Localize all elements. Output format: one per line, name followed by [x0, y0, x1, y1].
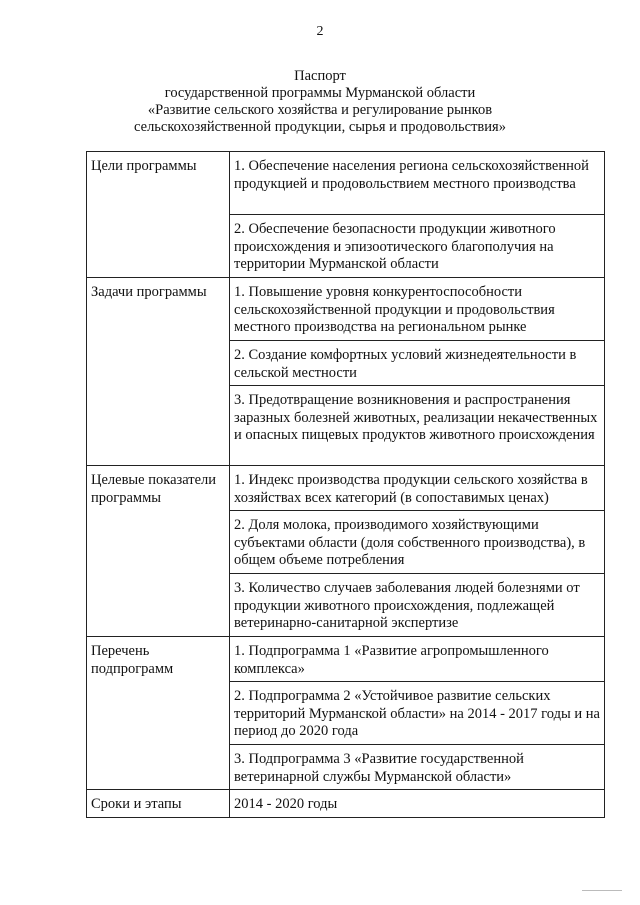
document-title	[0, 68, 640, 136]
table-row	[87, 152, 605, 215]
goal-item-2: 2. Обеспечение безопасности продукции животного происхождения и эпизоотического благополучия на территории Мурманской области	[230, 215, 605, 278]
title-line-3: «Развитие сельского хозяйства и регулирование рынков	[147, 102, 493, 118]
indicator-item-1: 1. Индекс производства продукции сельского хозяйства в хозяйствах всех категорий (в сопоставимых ценах)	[230, 466, 605, 511]
row-label-indicators: Целевые показатели программы	[87, 466, 230, 637]
scan-edge-mark	[582, 890, 622, 891]
indicator-item-2: 2. Доля молока, производимого хозяйствующими субъектами области (доля собственного производства), в общем объеме потребления	[230, 511, 605, 574]
table-row	[87, 790, 605, 818]
title-line-1: Паспорт	[294, 68, 346, 84]
title-line-4: сельскохозяйственной продукции, сырья и продовольствия»	[134, 119, 506, 135]
row-label-subprograms: Перечень подпрограмм	[87, 637, 230, 790]
subprogram-item-2: 2. Подпрограмма 2 «Устойчивое развитие сельских территорий Мурманской области» на 2014 - 2017 годы и на период до 2020 года	[230, 682, 605, 745]
task-item-1: 1. Повышение уровня конкурентоспособности сельскохозяйственной продукции и продовольствия местного производства на региональном рынке	[230, 278, 605, 341]
row-label-tasks: Задачи программы	[87, 278, 230, 466]
task-item-2: 2. Создание комфортных условий жизнедеятельности в сельской местности	[230, 341, 605, 386]
subprogram-item-1: 1. Подпрограмма 1 «Развитие агропромышленного комплекса»	[230, 637, 605, 682]
subprogram-item-3: 3. Подпрограмма 3 «Развитие государственной ветеринарной службы Мурманской области»	[230, 745, 605, 790]
task-item-3: 3. Предотвращение возникновения и распространения заразных болезней животных, реализации некачественных и опасных пищевых продуктов животного происхождения	[230, 386, 605, 466]
terms-item-1: 2014 - 2020 годы	[230, 790, 605, 818]
page-number: 2	[316, 24, 324, 39]
passport-table	[86, 151, 605, 818]
table-row	[87, 637, 605, 682]
title-line-2: государственной программы Мурманской области	[164, 85, 476, 101]
table-row	[87, 466, 605, 511]
row-label-terms: Сроки и этапы	[87, 790, 230, 818]
row-label-goals: Цели программы	[87, 152, 230, 278]
goal-item-1: 1. Обеспечение населения региона сельскохозяйственной продукцией и продовольствием местного производства	[230, 152, 605, 215]
table-row	[87, 278, 605, 341]
indicator-item-3: 3. Количество случаев заболевания людей болезнями от продукции животного происхождения, подлежащей ветеринарно-санитарной экспертизе	[230, 574, 605, 637]
